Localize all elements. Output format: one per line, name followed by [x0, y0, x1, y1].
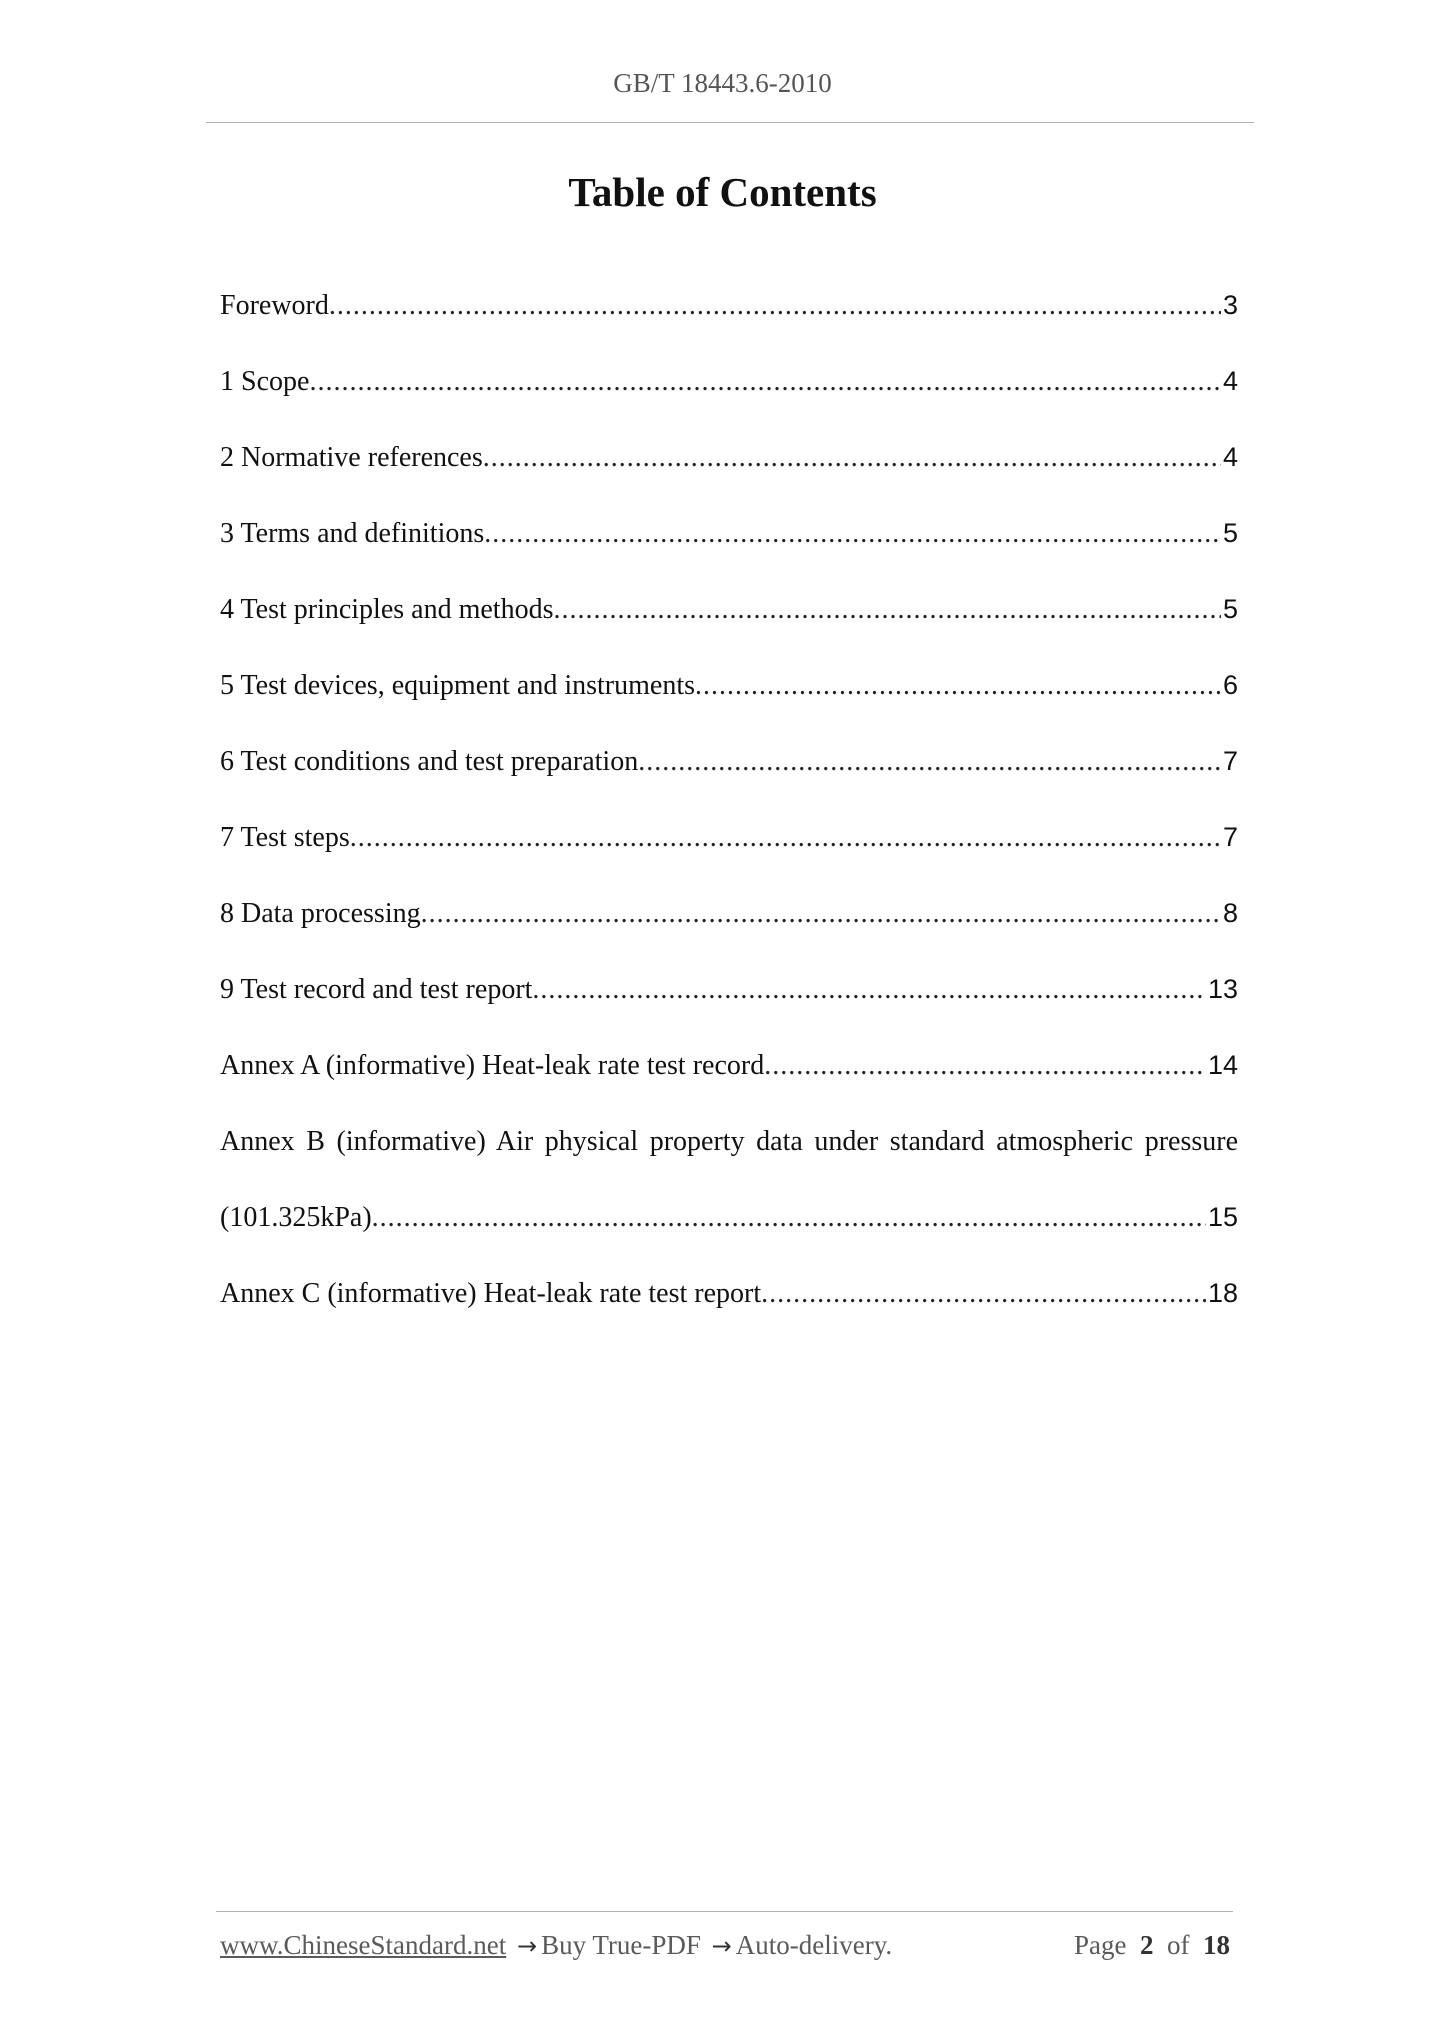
toc-entry-normative-references[interactable]: [220, 442, 1238, 482]
toc-entry-title: 3 Terms and definitions: [220, 518, 485, 549]
toc-entry-page: 14: [1207, 1050, 1238, 1080]
toc-entry-test-conditions[interactable]: [220, 746, 1238, 786]
toc-entry-page: 5: [1222, 594, 1238, 624]
dot-leader: [350, 822, 1221, 854]
toc-entry-data-processing[interactable]: [220, 898, 1238, 938]
page-footer: [220, 1930, 1230, 1970]
toc-title: Table of Contents: [568, 169, 877, 215]
toc-entry-annex-b-line2[interactable]: [220, 1202, 1238, 1242]
toc-entry-annex-b-line1[interactable]: [220, 1126, 1238, 1166]
dot-leader: [372, 1202, 1206, 1234]
toc-entry-title: Annex A (informative) Heat-leak rate test record: [220, 1050, 765, 1081]
dot-leader: [329, 290, 1221, 322]
toc-entry-terms-and-definitions[interactable]: [220, 518, 1238, 558]
toc-entry-title: 1 Scope: [220, 366, 310, 397]
toc-entry-title: 8 Data processing: [220, 898, 421, 929]
toc-entry-title: 4 Test principles and methods: [220, 594, 554, 625]
toc-entry-test-steps[interactable]: [220, 822, 1238, 862]
page-header: GB/T 18443.6-2010: [613, 68, 832, 98]
toc-entry-title: Annex B (informative) Air physical property data under standard atmospheric pressure: [220, 1126, 1238, 1157]
toc-entry-page: 6: [1222, 670, 1238, 700]
page-total: 18: [1203, 1930, 1230, 1960]
dot-leader: [532, 974, 1206, 1006]
toc-entry-title: 2 Normative references: [220, 442, 483, 473]
toc-entry-page: 4: [1222, 366, 1238, 396]
dot-leader: [483, 442, 1221, 474]
page-indicator: [1074, 1930, 1230, 1961]
toc-entry-test-principles[interactable]: [220, 594, 1238, 634]
dot-leader: [638, 746, 1221, 778]
toc-entry-page: 13: [1207, 974, 1238, 1004]
page-current: 2: [1140, 1930, 1154, 1960]
toc-entry-title: (101.325kPa): [220, 1202, 372, 1233]
toc-entry-title: 7 Test steps: [220, 822, 350, 853]
toc-entry-page: 5: [1222, 518, 1238, 548]
toc-entry-test-devices[interactable]: [220, 670, 1238, 710]
toc-entry-page: 7: [1222, 746, 1238, 776]
toc-entry-foreword[interactable]: [220, 290, 1238, 330]
toc-entry-title: Foreword: [220, 290, 329, 321]
toc-entry-page: 15: [1207, 1202, 1238, 1232]
toc-entry-title: 9 Test record and test report: [220, 974, 533, 1005]
toc-entry-page: 8: [1222, 898, 1238, 928]
toc-entry-page: 18: [1207, 1278, 1238, 1308]
footer-promo: [220, 1930, 892, 1961]
toc-entry-test-record-report[interactable]: [220, 974, 1238, 1014]
toc-entry-page: 7: [1222, 822, 1238, 852]
toc-entry-page: 4: [1222, 442, 1238, 472]
toc-entry-scope[interactable]: [220, 366, 1238, 406]
toc-entry-title: 6 Test conditions and test preparation: [220, 746, 639, 777]
dot-leader: [421, 898, 1221, 930]
toc-entry-title: 5 Test devices, equipment and instruments: [220, 670, 695, 701]
dot-leader: [553, 594, 1220, 626]
right-arrow-icon: →: [516, 1932, 538, 1960]
dot-leader: [695, 670, 1221, 702]
page-label: Page: [1074, 1930, 1127, 1960]
dot-leader: [764, 1050, 1206, 1082]
dot-leader: [484, 518, 1221, 550]
toc-entry-annex-c[interactable]: [220, 1278, 1238, 1318]
toc-entry-annex-a[interactable]: [220, 1050, 1238, 1090]
footer-divider: [216, 1911, 1233, 1912]
site-link[interactable]: www.ChineseStandard.net: [220, 1930, 507, 1960]
right-arrow-icon: →: [711, 1932, 732, 1960]
header-divider: [206, 122, 1254, 123]
page-of: of: [1167, 1930, 1190, 1960]
dot-leader: [309, 366, 1221, 398]
delivery-text: Auto-delivery.: [735, 1930, 893, 1960]
buy-text: Buy True-PDF: [541, 1930, 701, 1960]
dot-leader: [761, 1278, 1206, 1310]
toc-entry-page: 3: [1222, 290, 1238, 320]
toc-entry-title: Annex C (informative) Heat-leak rate test report: [220, 1278, 762, 1309]
